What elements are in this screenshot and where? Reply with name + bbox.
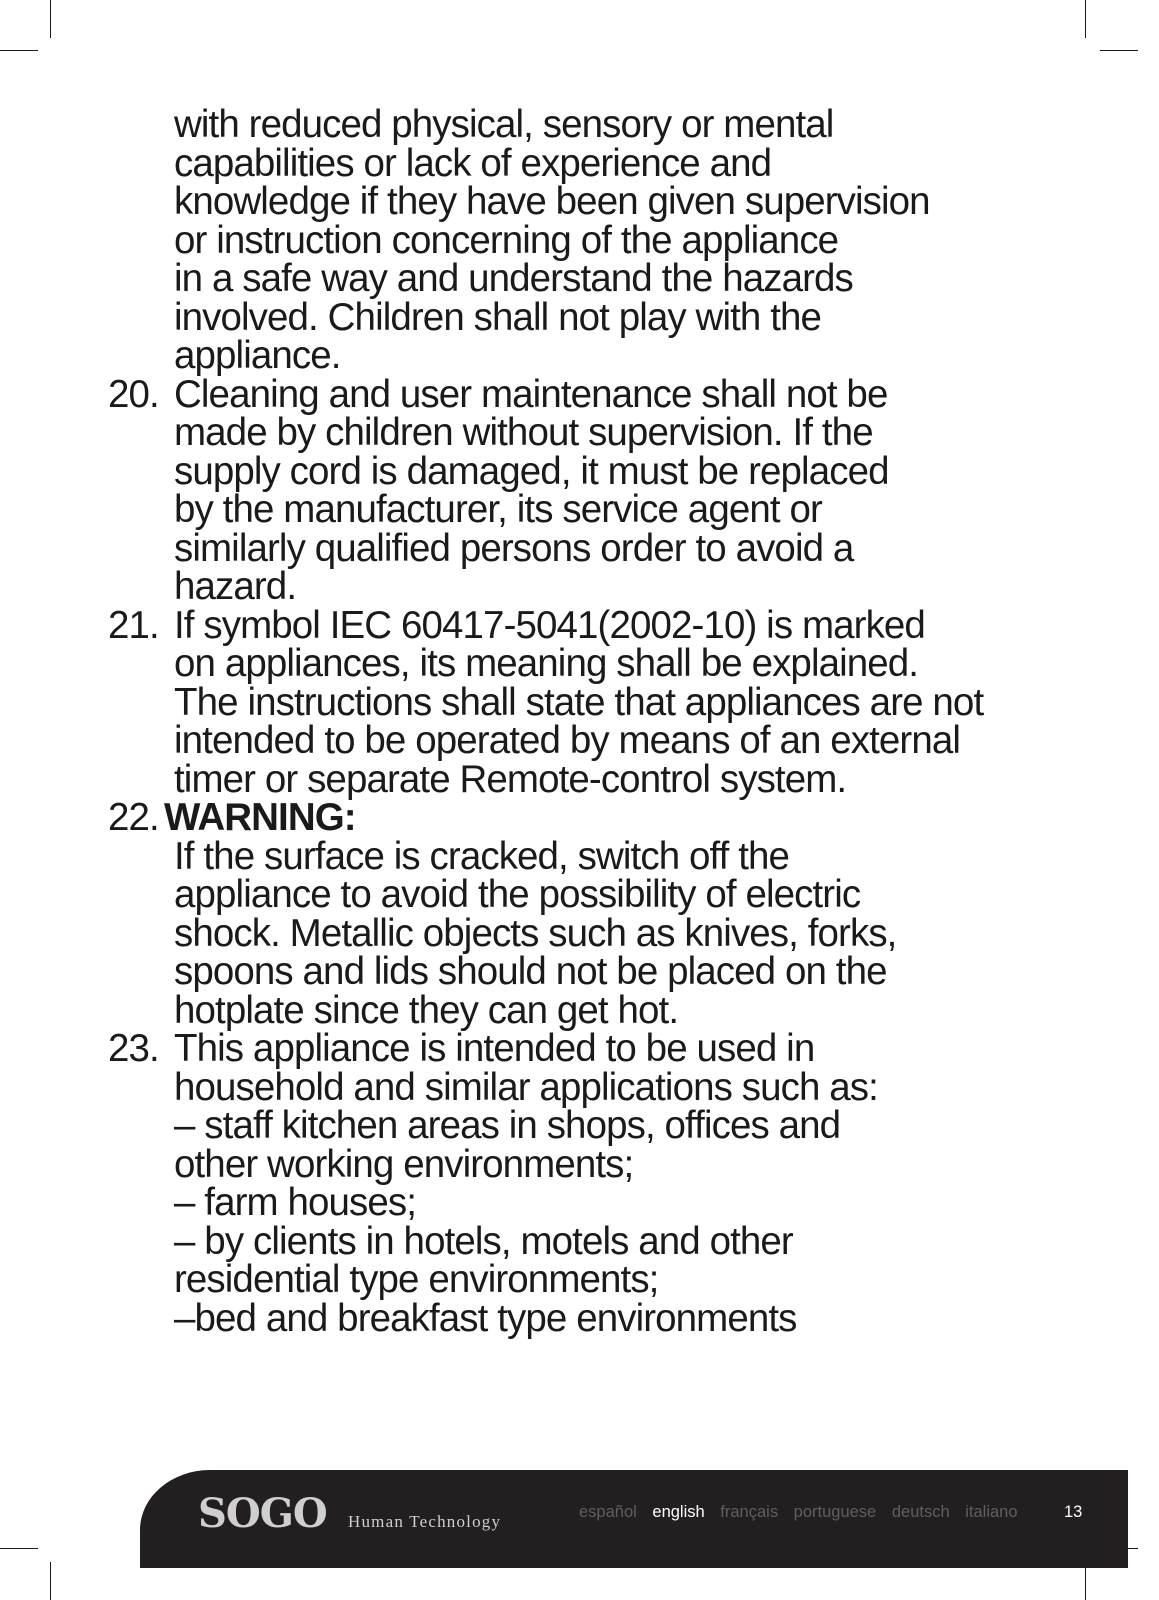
text-line: – staff kitchen areas in shops, offices and (174, 1104, 841, 1147)
text-line: If symbol IEC 60417-5041(2002-10) is marked (174, 603, 925, 647)
crop-mark (1100, 50, 1138, 51)
text-line: – by clients in hotels, motels and other (174, 1219, 793, 1263)
instruction-item-20 (108, 372, 1118, 608)
text-line: intended to be operated by means of an external (174, 719, 961, 762)
text-line: residential type environments; (174, 1258, 659, 1301)
language-link-deutsch[interactable]: deutsch (891, 1503, 950, 1521)
language-link-francais[interactable]: français (720, 1503, 779, 1521)
text-line: other working environments; (174, 1142, 634, 1186)
instruction-item-23 (108, 1027, 1118, 1340)
text-line: or instruction concerning of the appliance (174, 218, 839, 262)
crop-mark (1085, 0, 1086, 38)
text-line: – farm houses; (174, 1181, 417, 1224)
crop-mark (0, 1548, 38, 1549)
warning-heading: WARNING: (164, 796, 356, 839)
text-line: in a safe way and understand the hazards (174, 257, 853, 300)
text-line: Cleaning and user maintenance shall not be (174, 372, 888, 416)
crop-mark (50, 0, 51, 38)
text-line: with reduced physical, sensory or mental (174, 103, 834, 146)
text-line: hotplate since they can get hot. (174, 988, 679, 1032)
item-number: 20. (108, 372, 159, 416)
language-link-espanol[interactable]: español (579, 1503, 637, 1521)
text-line: appliance to avoid the possibility of electric (174, 873, 861, 916)
page-number: 13 (1064, 1503, 1083, 1521)
page-footer (140, 1470, 1128, 1568)
text-line: –bed and breakfast type environments (174, 1296, 797, 1340)
text-line: This appliance is intended to be used in (174, 1027, 815, 1070)
intro-paragraph (108, 103, 1118, 377)
text-line: made by children without supervision. If the (174, 411, 873, 454)
text-line: shock. Metallic objects such as knives, forks, (174, 911, 897, 955)
safety-instructions (108, 103, 1118, 1340)
text-line: involved. Children shall not play with the (174, 295, 822, 339)
item-number: 21. (108, 603, 159, 647)
instruction-item-21 (108, 603, 1118, 801)
language-link-portuguese[interactable]: portuguese (793, 1503, 877, 1521)
crop-mark (50, 1562, 51, 1600)
text-line: similarly qualified persons order to avoid a (174, 526, 854, 570)
text-line: knowledge if they have been given supervision (174, 180, 930, 223)
brand-logo: SOGO (198, 1490, 327, 1537)
brand-tagline: Human Technology (348, 1512, 502, 1531)
text-line: appliance. (174, 334, 341, 377)
text-line: household and similar applications such as: (174, 1065, 878, 1109)
text-line: timer or separate Remote-control system. (174, 757, 847, 801)
text-line: If the surface is cracked, switch off the (174, 834, 790, 878)
text-line: supply cord is damaged, it must be replaced (174, 449, 889, 493)
text-line: spoons and lids should not be placed on the (174, 950, 887, 993)
text-line: capabilities or lack of experience and (174, 141, 772, 185)
instruction-item-22 (108, 796, 1118, 1032)
crop-mark (0, 50, 38, 51)
item-number: 22. (108, 796, 159, 839)
language-nav (579, 1503, 1029, 1522)
text-line: on appliances, its meaning shall be explained. (174, 642, 919, 685)
language-link-english[interactable]: english (652, 1503, 705, 1521)
text-line: by the manufacturer, its service agent or (174, 488, 822, 531)
language-link-italiano[interactable]: italiano (965, 1503, 1018, 1521)
item-number: 23. (108, 1027, 159, 1070)
text-line: The instructions shall state that appliances are not (174, 680, 984, 724)
text-line: hazard. (174, 565, 297, 608)
